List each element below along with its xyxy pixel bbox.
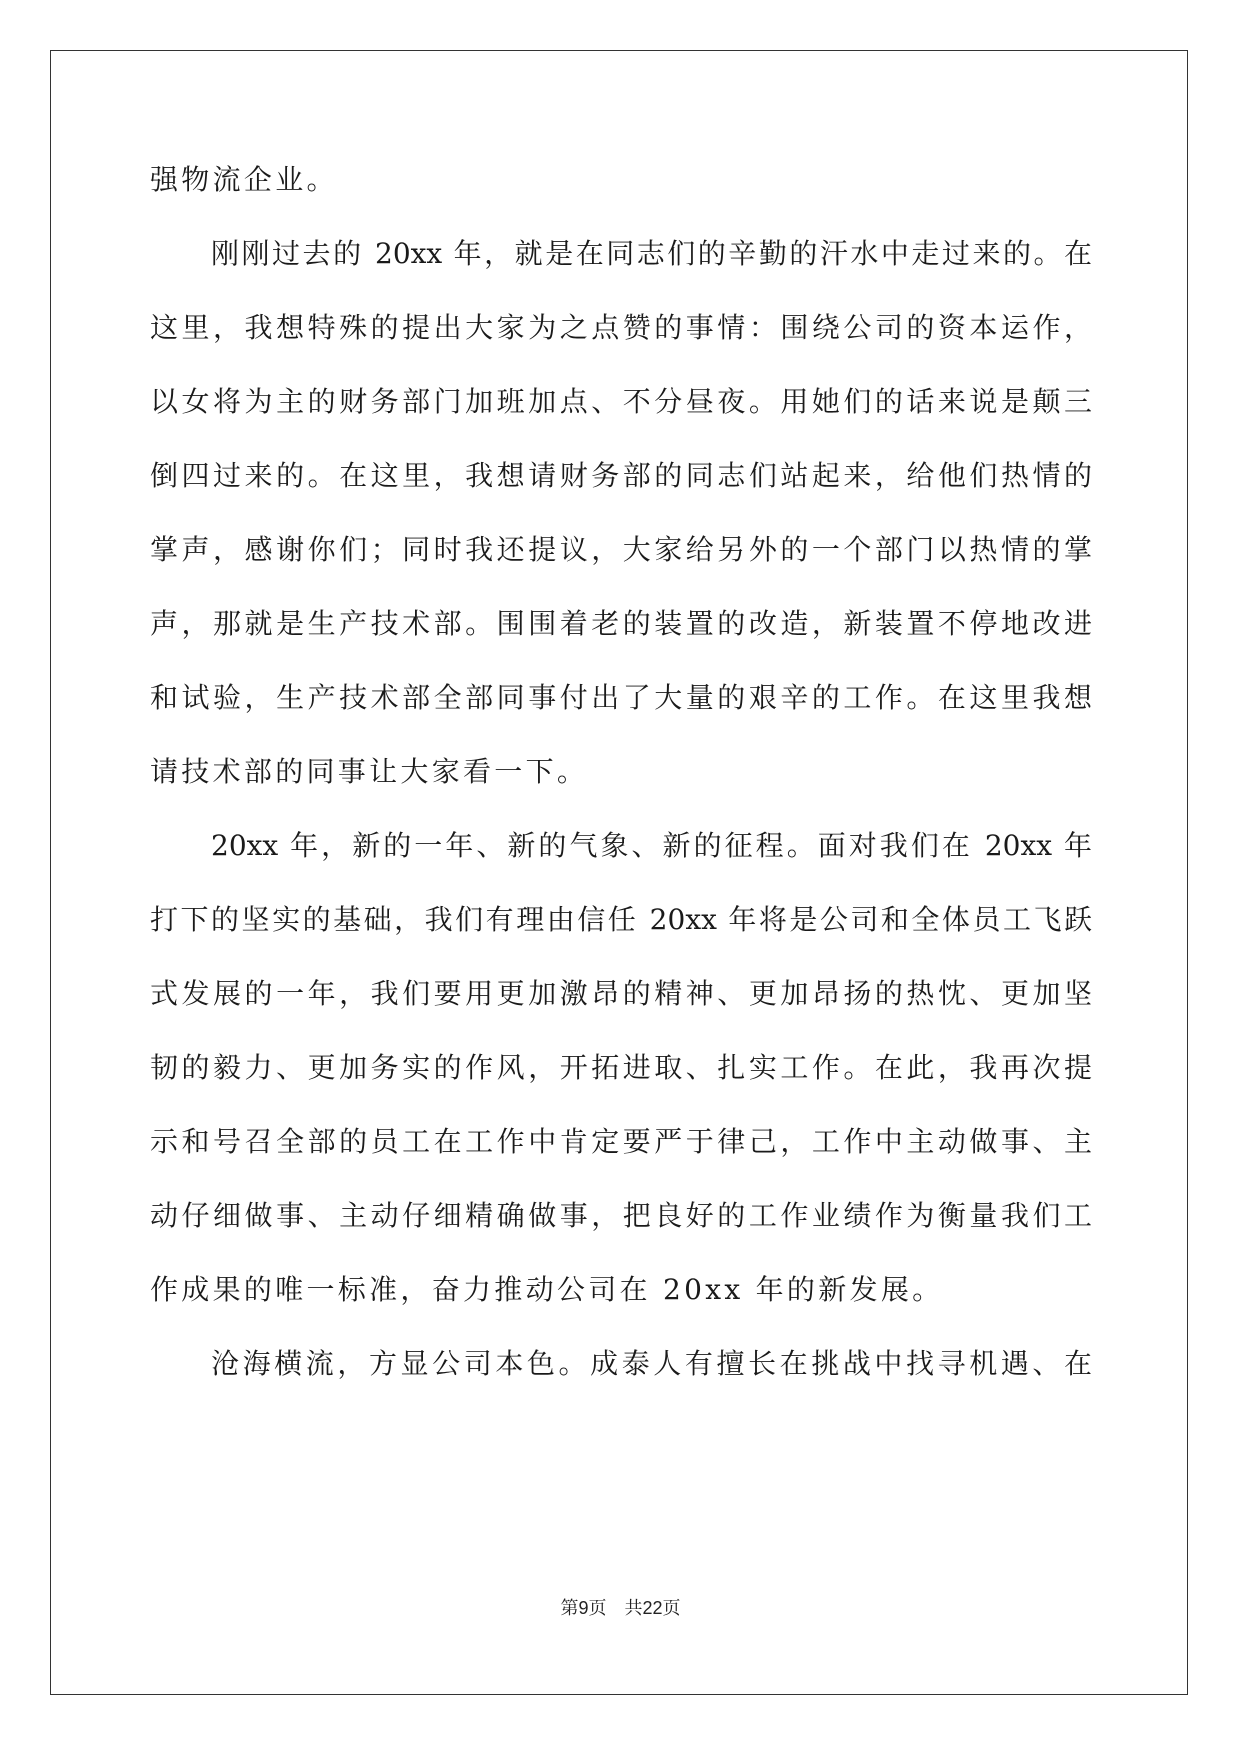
paragraph-line: 刚刚过去的 20xx 年，就是在同志们的辛勤的汗水中走过来的。在 [211,237,1092,270]
page-label-prefix: 第 [560,1598,579,1619]
paragraph-line: 倒四过来的。在这里，我想请财务部的同志们站起来，给他们热情的 [150,459,1092,492]
paragraph-line: 强物流企业。 [150,163,338,196]
paragraph-line: 请技术部的同事让大家看一下。 [150,755,589,788]
total-page-number: 22 [642,1598,663,1618]
paragraph-line: 作成果的唯一标准，奋力推动公司在 20xx 年的新发展。 [150,1273,944,1306]
current-page-number: 9 [578,1598,589,1618]
paragraph-line: 沧海横流，方显公司本色。成泰人有擅长在挑战中找寻机遇、在 [211,1347,1092,1380]
paragraph-line: 示和号召全部的员工在工作中肯定要严于律己，工作中主动做事、主 [150,1125,1092,1158]
page-border [50,50,1188,1695]
paragraph-line: 以女将为主的财务部门加班加点、不分昼夜。用她们的话来说是颠三 [150,385,1092,418]
total-label-prefix: 共 [624,1598,643,1619]
page-label-unit: 页 [588,1598,607,1619]
paragraph-line: 韧的毅力、更加务实的作风，开拓进取、扎实工作。在此，我再次提 [150,1051,1092,1084]
paragraph-line: 这里，我想特殊的提出大家为之点赞的事情：围绕公司的资本运作， [150,311,1092,344]
paragraph-line: 声，那就是生产技术部。围围着老的装置的改造，新装置不停地改进 [150,607,1092,640]
page-footer [0,1596,1241,1621]
paragraph-line: 动仔细做事、主动仔细精确做事，把良好的工作业绩作为衡量我们工 [150,1199,1092,1232]
paragraph-line: 式发展的一年，我们要用更加激昂的精神、更加昂扬的热忱、更加坚 [150,977,1092,1010]
paragraph-line: 打下的坚实的基础，我们有理由信任 20xx 年将是公司和全体员工飞跃 [150,903,1092,936]
paragraph-line: 20xx 年，新的一年、新的气象、新的征程。面对我们在 20xx 年 [211,829,1092,862]
paragraph-line: 掌声，感谢你们；同时我还提议，大家给另外的一个部门以热情的掌 [150,533,1092,566]
paragraph-line: 和试验，生产技术部全部同事付出了大量的艰辛的工作。在这里我想 [150,681,1092,714]
total-label-unit: 页 [662,1598,681,1619]
